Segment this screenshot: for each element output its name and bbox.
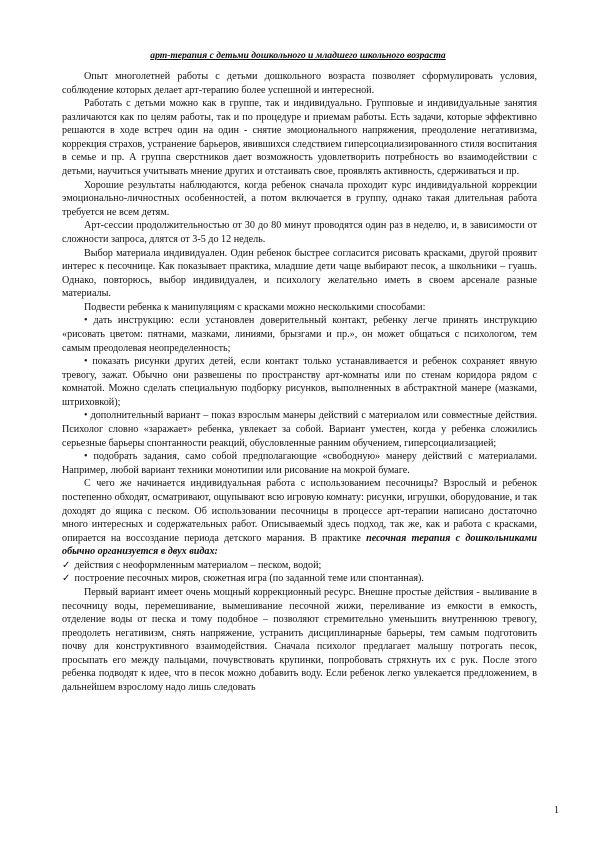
paragraph: Работать с детьми можно как в группе, так и индивидуально. Групповые и индивидуальные занятия различаются как по целям работы, так и по процедуре и приемам работы. Есть задачи, которые эффективно решаются в ходе встреч один на один - снятие эмоционального напряжения, преодоление негативизма, коррекция страхов, устранение барьеров, явившихся следствием гиперсоциализированного стиля воспитания в семье и пр. А группа сверстников дает возможность удовлетворить потребность во взаимодействии с детьми, научиться учитывать мнение других и отстаивать свое, проявлять активность, сдерживаться и пр.: [62, 98, 537, 178]
bullet-icon: •: [84, 451, 94, 463]
paragraph: [62, 477, 537, 558]
paragraph: Первый вариант имеет очень мощный коррекционный ресурс. Внешне простые действия - выливание в песочницу воды, перемешивание, вымешивание песочной жижи, переливание из емкости в емкость, отделение воды от песка и тому подобное – позволяют стремительно уменьшить внутреннюю тревогу, преодолеть негативизм, снять напряжение, устранить дисциплинарные барьеры, тем самым подготовить почву для конструктивного взаимодействия. Сначала психолог предлагает малышу потрогать песок, просыпать его между пальцами, почувствовать крупинки, попробовать стряхнуть их с рук. После этого ребенка подводят к идее, что в песок можно добавить воду. Если ребенок легко увлекается предложением, в дальнейшем взрослому надо лишь следовать: [62, 586, 537, 694]
bullet-text: показать рисунки других детей, если контакт только устанавливается и ребенок сохраняет явную тревогу, зажат. Обычно они развешены по пространству арт-комнаты или по стенам коридора рядом с комнатой. Можно сделать специальную подборку рисунков, выполненных в абстрактной манере (мазками, штриховкой);: [62, 356, 538, 408]
emphasis-text: песочная терапия с дошкольниками обычно организуется в двух видах:: [62, 532, 537, 558]
bullet-text: дать инструкцию: если установлен доверительный контакт, ребенку легче принять инструкцию «рисовать цветом: пятнами, мазками, линиями, брызгами и пр.», он может общаться с психологом, тем самым преодолевая неопределенность;: [62, 315, 538, 354]
bullet-icon: •: [84, 410, 91, 422]
bullet-text: подобрать задания, само собой предполагающие «свободную» манеру действий с материалами. Например, любой вариант техники монотипии или рисование на мокрой бумаге.: [62, 451, 537, 476]
paragraph: Арт-сессии продолжительностью от 30 до 80 минут проводятся один раз в неделю, и, в зависимости от сложности запроса, длятся от 3-5 до 12 недель.: [62, 220, 537, 245]
check-text: построение песочных миров, сюжетная игра (по заданной теме или спонтанная).: [74, 573, 424, 585]
bullet-icon: •: [84, 315, 94, 327]
document-body: [62, 70, 537, 695]
bullet-item: [62, 314, 537, 355]
bullet-text: дополнительный вариант – показ взрослым манеры действий с материалом или совместные действия. Психолог словно «заражает» ребенка, увлекает за собой. Вариант уместен, когда у ребенка сложились серьезные барьеры спонтанности реакций, обусловленные ранним обучением, гиперсоциализацией;: [62, 410, 538, 449]
paragraph: Подвести ребенка к манипуляциям с красками можно несколькими способами:: [84, 301, 426, 313]
checkmark-icon: ✓: [62, 559, 71, 571]
check-item: [62, 559, 537, 573]
page-number: 1: [554, 805, 559, 816]
bullet-item: [62, 355, 537, 409]
bullet-icon: •: [84, 356, 93, 368]
check-item: [62, 572, 537, 586]
bullet-item: [62, 409, 537, 450]
checkmark-icon: ✓: [62, 573, 71, 585]
paragraph: Выбор материала индивидуален. Один ребенок быстрее согласится рисовать красками, другой проявит интерес к песочнице. Как показывает практика, младшие дети чаще выбирают песок, а школьники – гуашь. Однако, повторюсь, выбор индивидуален, и психологу желательно иметь в своем арсенале разные материалы.: [62, 247, 537, 300]
check-text: действия с неоформленным материалом – песком, водой;: [74, 559, 322, 571]
document-title: арт-терапия с детьми дошкольного и младшего школьного возраста: [150, 50, 446, 61]
paragraph: Опыт многолетней работы с детьми дошкольного возраста позволяет сформулировать условия, соблюдение которых делает арт-терапию более успешной и интересной.: [62, 71, 537, 96]
bullet-item: [62, 450, 537, 477]
paragraph-text: С чего же начинается индивидуальная работа с использованием песочницы? Взрослый и ребенок постепенно обходят, осматривают, ощупывают всю игровую комнату: рисунки, игрушки, оборудование, и так доходят до ящика с песком. Об использовании песочницы в процессе арт-терапии написано достаточно много интересных и содержательных работ. Описываемый здесь подход, так же, как и работа с красками, опирается на воссоздание периода детского марания. В практике: [62, 478, 537, 544]
paragraph: Хорошие результаты наблюдаются, когда ребенок сначала проходит курс индивидуальной коррекции эмоционально-личностных особенностей, а потом включается в группу, однако такая длительная работа требуется не всем детям.: [62, 179, 537, 218]
